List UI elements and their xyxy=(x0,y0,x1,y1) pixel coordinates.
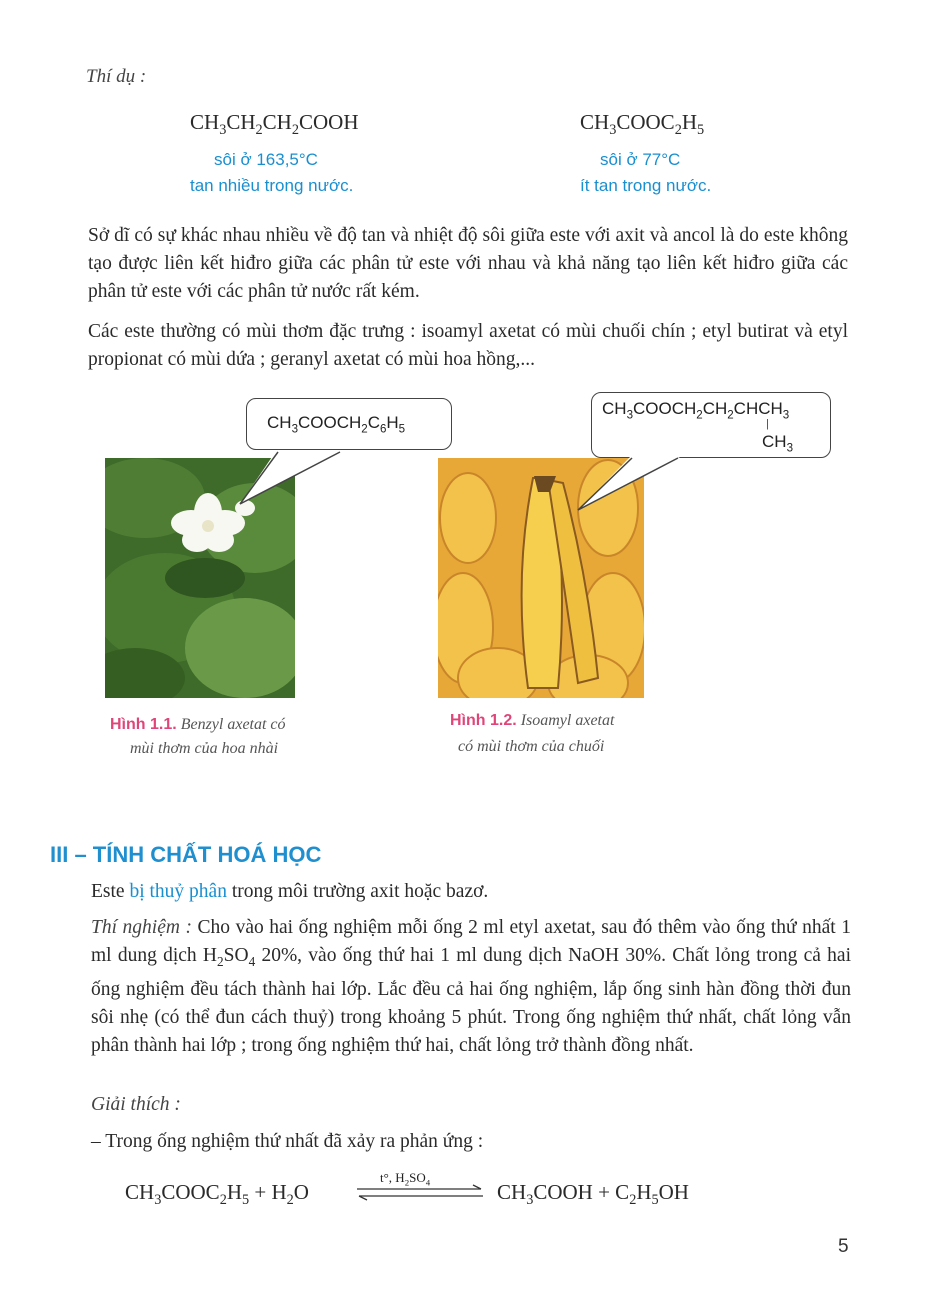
page-number: 5 xyxy=(838,1236,849,1257)
paragraph-ester-odors: Các este thường có mùi thơm đặc trưng : isoamyl axetat có mùi chuối chín ; etyl butirat và etyl propionat có mùi dứa ; geranyl axetat có mùi hoa hồng,... xyxy=(88,321,848,370)
acid-formula: $CH_3CH_2CH_2COOH$ xyxy=(190,110,359,139)
ester-formula: $CH_3COOC_2H_5$ xyxy=(580,110,705,139)
figure1-caption-line2: mùi thơm của hoa nhài xyxy=(130,740,279,757)
isoamyl-acetate-bubble: $CH_3COOCH_2CH_2CHCH_3$ xyxy=(591,392,831,458)
paragraph-solubility-explanation: Sở dĩ có sự khác nhau nhiều về độ tan và nhiệt độ sôi giữa este với axit và ancol là do este không tạo được liên kết hiđro giữa các phân tử este với nhau và khả năng tạo liên kết hiđro giữa các phân tử este với các phân tử nước rất kém. xyxy=(88,225,848,302)
reaction-right: $CH_3COOH + C_2H_5OH$ xyxy=(497,1180,689,1209)
benzyl-acetate-bubble: $CH_3COOCH_2C_6H_5$ xyxy=(246,398,452,450)
bubble1-pointer xyxy=(236,440,356,510)
branch-methyl: $CH_3$ xyxy=(762,432,793,455)
branch-bond: | xyxy=(766,418,769,430)
example-label: Thí dụ : xyxy=(86,66,147,87)
figure2-caption: Hình 1.2. Isoamyl axetat xyxy=(450,712,615,729)
explanation-label: Giải thích : xyxy=(91,1094,181,1115)
bubble2-pointer xyxy=(570,446,690,516)
reaction-intro: – Trong ống nghiệm thứ nhất đã xảy ra phản ứng : xyxy=(91,1131,484,1152)
section-intro: Este bị thuỷ phân trong môi trường axit hoặc bazơ. xyxy=(91,881,489,902)
ester-boiling-point: sôi ở 77°C xyxy=(600,150,681,169)
ester-solubility: ít tan trong nước. xyxy=(580,176,712,195)
figure2-caption-line2: có mùi thơm của chuối xyxy=(458,738,605,755)
acid-solubility: tan nhiều trong nước. xyxy=(190,176,354,195)
acid-boiling-point: sôi ở 163,5°C xyxy=(214,150,318,169)
equilibrium-arrows xyxy=(355,1184,485,1204)
section-title: III – TÍNH CHẤT HOÁ HỌC xyxy=(50,842,322,867)
reaction-condition: t°, $H_2SO_4$ xyxy=(380,1170,431,1188)
experiment-paragraph: Thí nghiệm : Cho vào hai ống nghiệm mỗi ống 2 ml etyl axetat, sau đó thêm vào ống thứ nhất 1 ml dung dịch $H_2SO_4$ 20%, vào ống thứ hai 1 ml dung dịch NaOH 30%. Chất lỏng trong cả hai ống nghiệm đều tách thành hai lớp. Lắc đều cả hai ống nghiệm, lắp ống sinh hàn đồng thời đun sôi nhẹ (có thể đun cách thuỷ) trong khoảng 5 phút. Trong ống nghiệm thứ nhất, chất lỏng vẫn phân thành hai lớp ; trong ống nghiệm thứ hai, chất lỏng trở thành đồng nhất. xyxy=(91,917,851,1056)
reaction-left: $CH_3COOC_2H_5 + H_2O$ xyxy=(125,1180,309,1209)
figure1-caption: Hình 1.1. Benzyl axetat có xyxy=(110,716,286,733)
